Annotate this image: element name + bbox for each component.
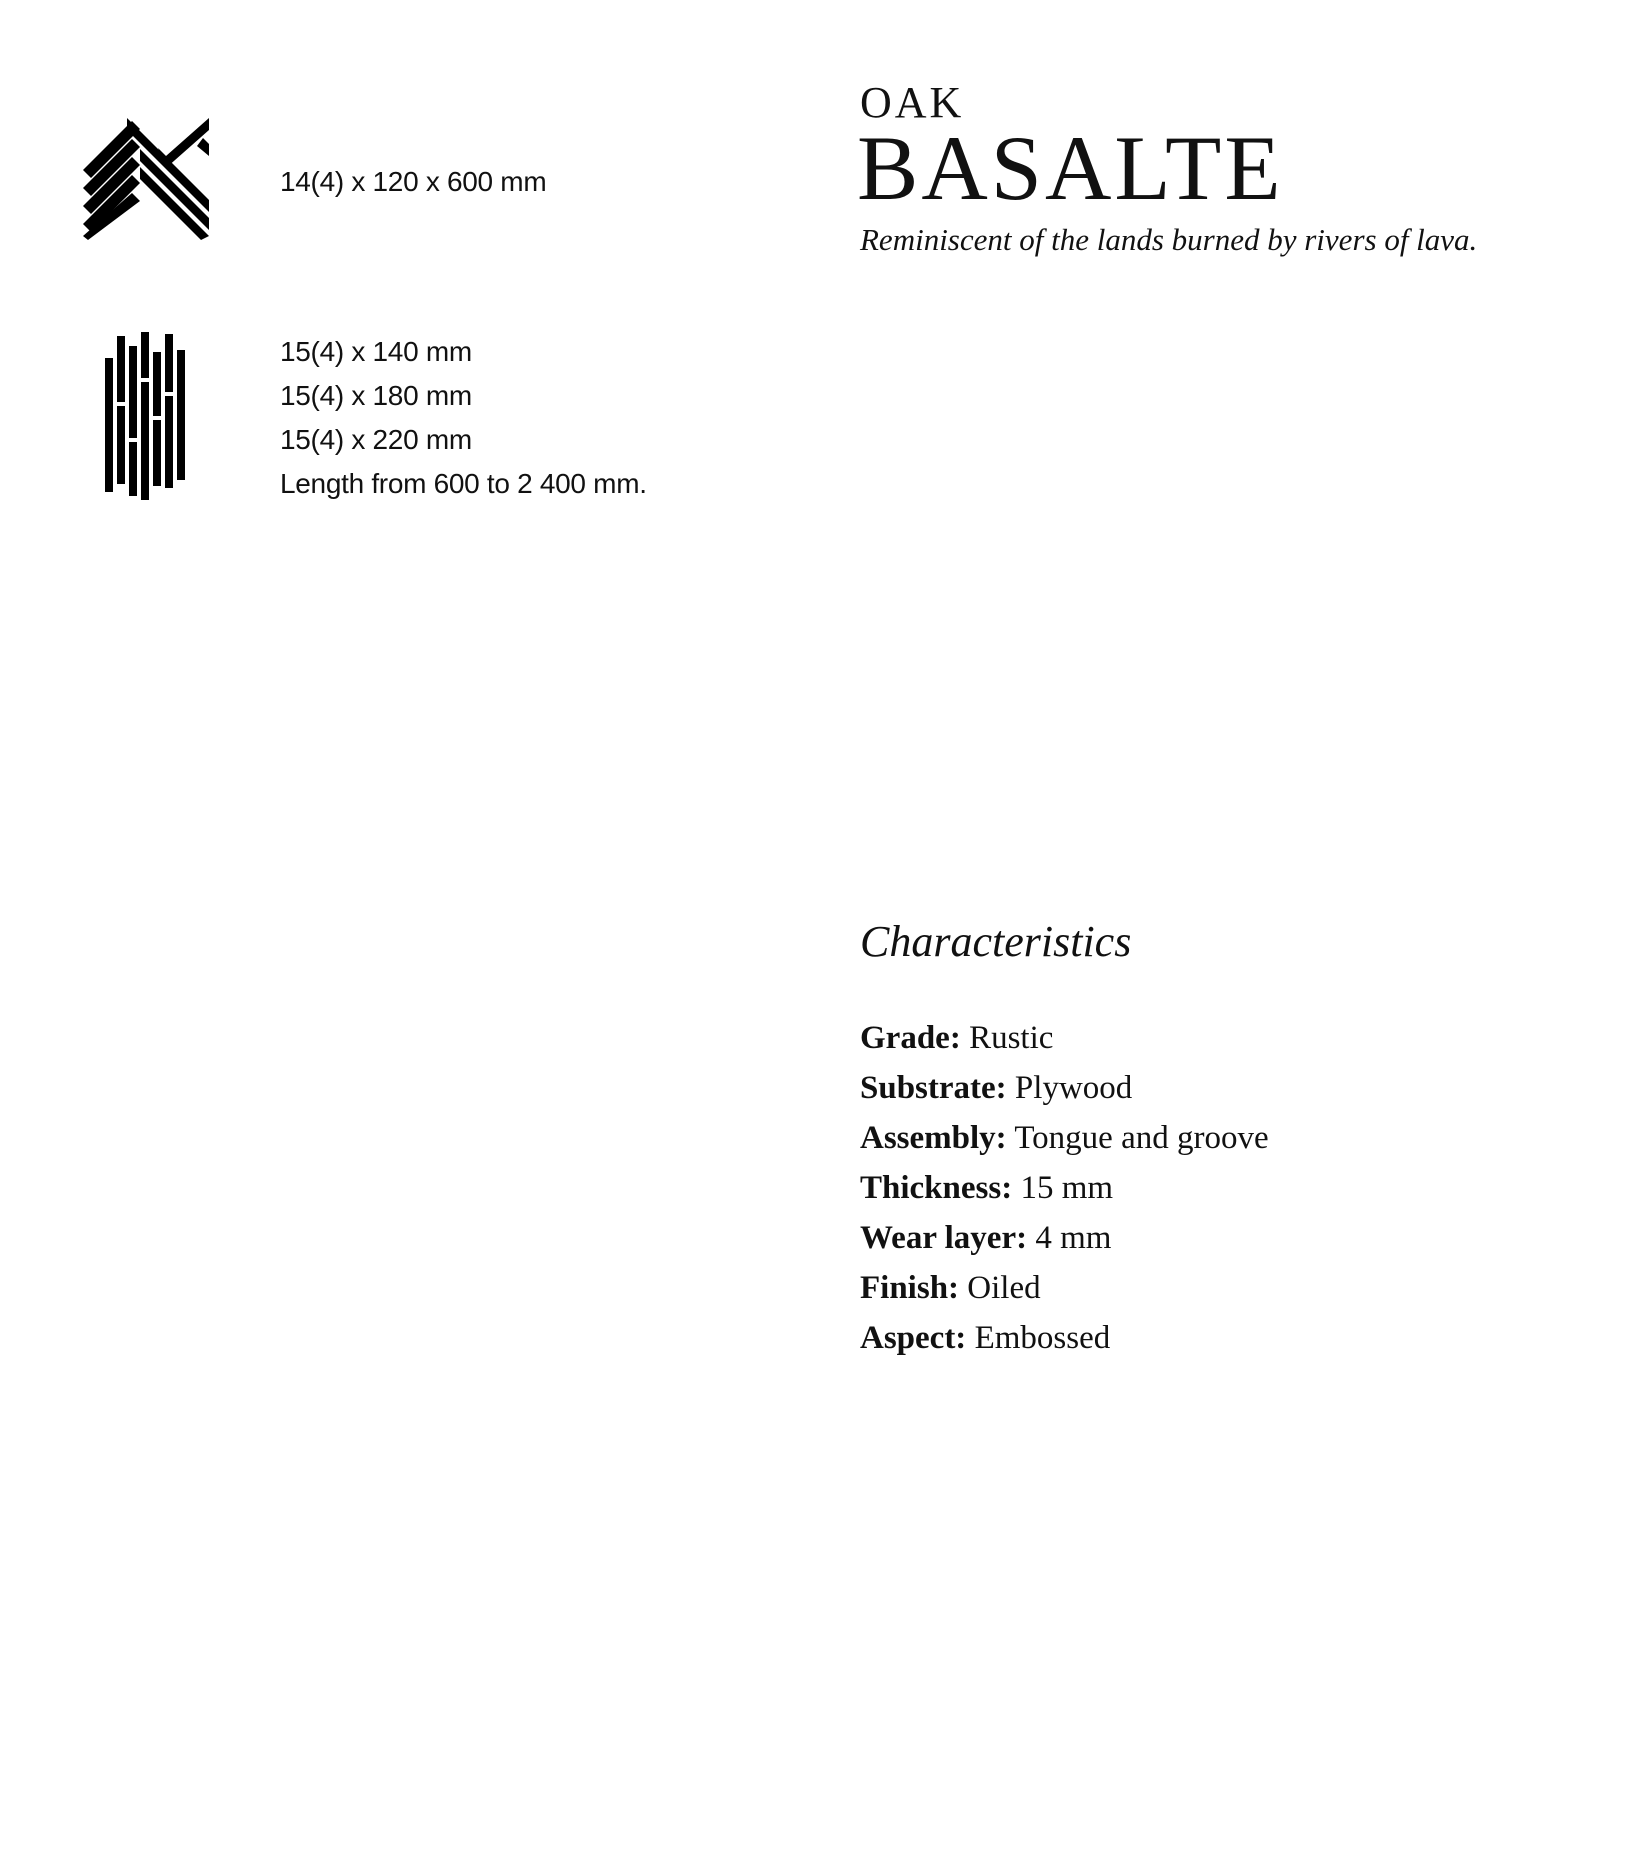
characteristic-label: Aspect: xyxy=(860,1320,967,1356)
dimension-line: 15(4) x 180 mm xyxy=(280,380,472,411)
characteristics-title: Characteristics xyxy=(860,917,1132,966)
characteristic-grade xyxy=(860,1013,1269,1063)
characteristic-aspect xyxy=(860,1313,1269,1363)
characteristic-value: Tongue and groove xyxy=(1014,1120,1269,1156)
length-range: Length from 600 to 2 400 mm. xyxy=(280,468,647,499)
characteristic-value: Rustic xyxy=(969,1020,1054,1056)
characteristic-thickness xyxy=(860,1163,1269,1213)
product-name: BASALTE xyxy=(857,117,1284,219)
herringbone-dimensions xyxy=(280,160,546,204)
characteristic-label: Substrate: xyxy=(860,1070,1007,1106)
characteristic-label: Assembly: xyxy=(860,1120,1007,1156)
characteristic-label: Finish: xyxy=(860,1270,960,1306)
dimension-line: 15(4) x 140 mm xyxy=(280,336,472,367)
characteristic-finish xyxy=(860,1263,1269,1313)
product-tagline: Reminiscent of the lands burned by rivers of lava. xyxy=(860,222,1478,257)
characteristic-label: Thickness: xyxy=(860,1170,1013,1206)
characteristics-list xyxy=(860,1013,1269,1363)
dimension-line: 14(4) x 120 x 600 mm xyxy=(280,166,547,197)
characteristic-value: Plywood xyxy=(1014,1070,1133,1106)
characteristic-label: Grade: xyxy=(860,1020,961,1056)
strip-plank-dimensions xyxy=(280,330,647,506)
characteristic-value: Embossed xyxy=(974,1320,1111,1356)
characteristic-value: 15 mm xyxy=(1020,1170,1114,1206)
characteristic-substrate xyxy=(860,1063,1269,1113)
characteristic-value: Oiled xyxy=(967,1270,1041,1306)
characteristic-label: Wear layer: xyxy=(860,1220,1028,1256)
characteristic-wear-layer xyxy=(860,1213,1269,1263)
characteristic-value: 4 mm xyxy=(1035,1220,1112,1256)
strip-plank-pattern-icon xyxy=(105,332,187,500)
characteristic-assembly xyxy=(860,1113,1269,1163)
herringbone-pattern-icon xyxy=(83,118,209,240)
dimension-line: 15(4) x 220 mm xyxy=(280,424,472,455)
product-species: OAK xyxy=(860,78,965,127)
